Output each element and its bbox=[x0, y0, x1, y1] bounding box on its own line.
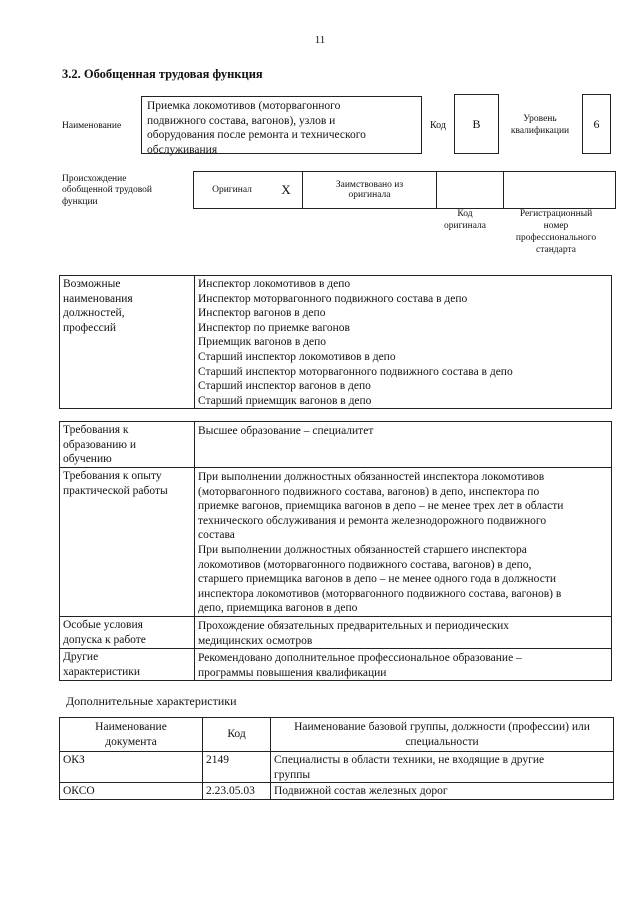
original-code-cell bbox=[437, 172, 504, 209]
requirement-value-line: медицинских осмотров bbox=[198, 634, 313, 647]
cell-name-line: Специалисты в области техники, не входящие в другие bbox=[274, 754, 545, 767]
registration-number-cell bbox=[504, 172, 616, 209]
original-mark: X bbox=[270, 172, 303, 209]
requirement-label-line: обучению bbox=[63, 453, 112, 466]
requirements-table bbox=[59, 421, 612, 681]
function-name-box bbox=[141, 96, 422, 154]
requirement-value-line: Прохождение обязательных предварительных и периодических bbox=[198, 619, 510, 632]
professions-label-line: Возможные bbox=[63, 278, 121, 290]
requirement-value-line: состава bbox=[198, 529, 235, 542]
header-line: документа bbox=[105, 735, 157, 748]
borrowed-label bbox=[303, 172, 437, 209]
origin-label bbox=[62, 174, 177, 208]
original-code-caption bbox=[432, 209, 498, 233]
header-line: Наименование базовой группы, должности (профессии) или bbox=[294, 721, 590, 733]
requirement-value-line: старшего приемщика вагонов в депо – не менее одного года в должности bbox=[198, 573, 556, 586]
requirement-label-line: Требования к bbox=[63, 424, 129, 436]
column-header-name bbox=[271, 718, 614, 752]
function-name-line: обслуживания bbox=[147, 143, 218, 156]
origin-table bbox=[193, 171, 616, 209]
section-title: 3.2. Обобщенная трудовая функция bbox=[62, 67, 263, 81]
profession-item: Инспектор вагонов в депо bbox=[198, 307, 326, 320]
requirement-value bbox=[195, 422, 612, 468]
caption-line: стандарта bbox=[536, 244, 576, 255]
borrowed-label-line: Заимствовано из bbox=[335, 180, 404, 190]
code-value: B bbox=[454, 94, 499, 154]
cell-name-line: группы bbox=[274, 768, 311, 781]
table-header-row bbox=[60, 718, 614, 752]
origin-label-line: обобщенной трудовой bbox=[62, 185, 152, 196]
cell-document: ОКЗ bbox=[60, 752, 203, 783]
profession-item: Инспектор по приемке вагонов bbox=[198, 321, 350, 334]
name-label: Наименование bbox=[62, 121, 122, 131]
column-header-code: Код bbox=[203, 718, 271, 752]
caption-line: профессионального bbox=[515, 232, 597, 243]
column-header-document bbox=[60, 718, 203, 752]
requirement-label-line: Другие bbox=[63, 651, 99, 664]
additional-characteristics-title: Дополнительные характеристики bbox=[66, 694, 237, 708]
requirement-value bbox=[195, 649, 612, 681]
additional-characteristics-table bbox=[59, 717, 614, 800]
requirement-value bbox=[195, 616, 612, 648]
requirement-value-line: локомотивов (моторвагонного подвижного состава, вагонов) в депо, bbox=[198, 558, 532, 571]
borrowed-label-line: оригинала bbox=[348, 190, 391, 200]
requirement-label-line: практической работы bbox=[63, 484, 168, 497]
requirement-label-line: Требования к опыту bbox=[63, 470, 162, 482]
cell-name bbox=[271, 783, 614, 800]
requirement-value-line: приемке вагонов, приемщика вагонов в депо – не менее трех лет в области bbox=[198, 500, 564, 513]
profession-item: Старший приемщик вагонов в депо bbox=[198, 394, 372, 407]
professions-table bbox=[59, 275, 612, 409]
requirement-label bbox=[60, 649, 195, 681]
profession-item: Старший инспектор локомотивов в депо bbox=[198, 350, 396, 363]
page-number: 11 bbox=[314, 34, 326, 46]
cell-document: ОКСО bbox=[60, 783, 203, 800]
qualification-level-label bbox=[504, 114, 576, 138]
requirement-value-line: инспектора локомотивов (моторвагонного подвижного состава, вагонов) в bbox=[198, 587, 562, 600]
origin-label-line: функции bbox=[62, 196, 98, 207]
original-label: Оригинал bbox=[194, 172, 271, 209]
requirement-label-line: Особые условия bbox=[63, 618, 143, 631]
caption-line: номер bbox=[543, 220, 569, 231]
professions-label-line: профессий bbox=[63, 321, 117, 334]
requirement-value-line: При выполнении должностных обязанностей старшего инспектора bbox=[198, 543, 527, 556]
requirement-value-line: Высшее образование – специалитет bbox=[198, 425, 374, 437]
function-name-line: подвижного состава, вагонов), узлов и bbox=[147, 114, 336, 127]
requirement-value bbox=[195, 468, 612, 617]
header-line: специальности bbox=[405, 735, 479, 748]
table-row bbox=[60, 783, 614, 800]
requirement-label bbox=[60, 468, 195, 617]
professions-label-line: наименования bbox=[63, 292, 133, 305]
requirement-row bbox=[60, 649, 612, 681]
table-row bbox=[60, 752, 614, 783]
requirement-value-line: (моторвагонного подвижного состава, вагонов) в депо, инспектора по bbox=[198, 485, 540, 498]
qualification-level-value: 6 bbox=[582, 94, 611, 154]
caption-line: Код bbox=[457, 209, 473, 219]
registration-number-caption bbox=[506, 209, 606, 257]
requirement-label-line: образованию и bbox=[63, 438, 136, 451]
header-line: Наименование bbox=[95, 721, 167, 733]
requirement-value-line: технического обслуживания и ремонта железнодорожного подвижного bbox=[198, 514, 547, 527]
caption-line: Регистрационный bbox=[519, 209, 593, 219]
profession-item: Инспектор моторвагонного подвижного состава в депо bbox=[198, 292, 468, 305]
cell-code: 2.23.05.03 bbox=[203, 783, 271, 800]
profession-item: Старший инспектор моторвагонного подвижного состава в депо bbox=[198, 365, 513, 378]
code-label: Код bbox=[430, 120, 446, 131]
profession-item: Приемщик вагонов в депо bbox=[198, 336, 326, 349]
requirement-label bbox=[60, 616, 195, 648]
level-label-line: Уровень bbox=[523, 114, 557, 124]
cell-name bbox=[271, 752, 614, 783]
cell-code: 2149 bbox=[203, 752, 271, 783]
professions-list bbox=[195, 276, 612, 409]
function-name-line: Приемка локомотивов (моторвагонного bbox=[147, 100, 341, 112]
requirement-value-line: программы повышения квалификации bbox=[198, 666, 387, 679]
requirement-value-line: При выполнении должностных обязанностей инспектора локомотивов bbox=[198, 471, 545, 483]
profession-item: Старший инспектор вагонов в депо bbox=[198, 380, 371, 393]
origin-label-line: Происхождение bbox=[62, 174, 127, 184]
requirement-value-line: Рекомендовано дополнительное профессиональное образование – bbox=[198, 652, 522, 665]
requirement-label-line: характеристики bbox=[63, 665, 141, 678]
cell-name-line: Подвижной состав железных дорог bbox=[274, 785, 448, 798]
professions-label bbox=[60, 276, 195, 409]
level-label-line: квалификации bbox=[510, 125, 570, 136]
requirement-label-line: допуска к работе bbox=[63, 633, 146, 646]
requirement-label bbox=[60, 422, 195, 468]
requirement-value-line: депо, приемщика вагонов в депо bbox=[198, 602, 358, 615]
requirement-row bbox=[60, 422, 612, 468]
professions-label-line: должностей, bbox=[63, 307, 125, 320]
caption-line: оригинала bbox=[444, 220, 486, 231]
profession-item: Инспектор локомотивов в депо bbox=[198, 278, 351, 290]
requirement-row bbox=[60, 616, 612, 648]
requirement-row bbox=[60, 468, 612, 617]
function-name-line: оборудования после ремонта и технического bbox=[147, 129, 366, 141]
